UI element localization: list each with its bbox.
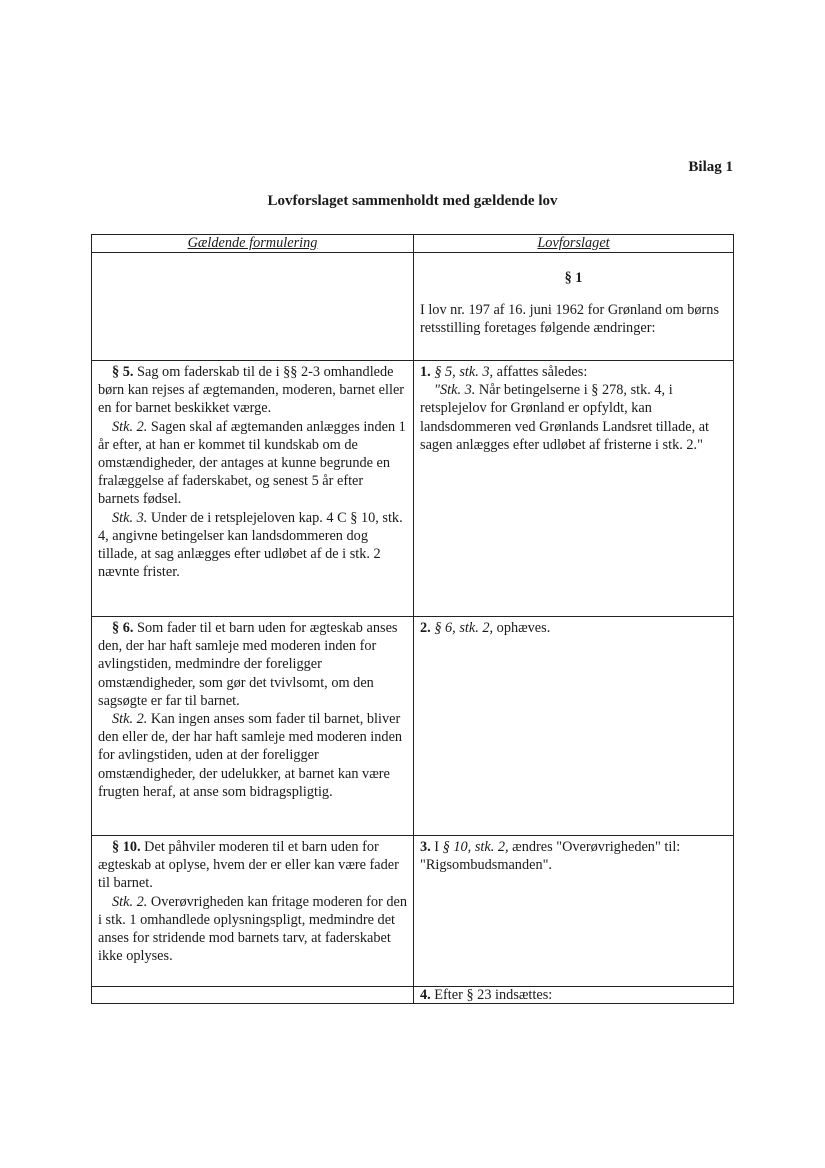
- paragraph-text: Det påhviler moderen til et barn uden for ægteskab at oplyse, hvem der er eller kan være fader til barnet.: [98, 839, 399, 892]
- stk-label: "Stk. 3.: [434, 382, 476, 399]
- paragraph-text: Overøvrigheden kan fritage moderen for den i stk. 1 omhandlede oplysningspligt, medmindre det anses for stridende mod barnets tarv, at faderskabet ikke oplyses.: [98, 893, 407, 965]
- section-ref: § 5.: [112, 364, 134, 380]
- current-paragraph: [98, 619, 407, 710]
- section-ref: § 10.: [112, 839, 141, 855]
- current-paragraph: [98, 363, 407, 418]
- proposal-paragraph: [420, 838, 727, 874]
- current-paragraph: [98, 893, 407, 966]
- proposal-cell: [414, 987, 734, 1004]
- paragraph-text: I: [430, 839, 443, 855]
- current-cell: [92, 361, 414, 617]
- section-number: § 1: [564, 270, 583, 286]
- paragraph-text: Når betingelserne i § 278, stk. 4, i retsplejelov for Grønland er opfyldt, kan landsdommeren ved Grønlands Landsret tillade, at sagen anlægges efter udløbet af fristerne i stk. 2.": [420, 382, 710, 453]
- paragraph-text: Efter § 23 indsættes:: [430, 987, 553, 1003]
- proposal-paragraph: [420, 363, 727, 381]
- paragraph-text: ændres "Overøvrigheden" til: "Rigsombudsmanden".: [420, 839, 681, 874]
- stk-label: Stk. 2.: [112, 418, 148, 435]
- current-cell-empty: [92, 987, 414, 1004]
- table-row: [92, 253, 734, 361]
- proposal-cell: [414, 836, 734, 987]
- column-header-current: Gældende formulering: [92, 235, 414, 253]
- amendment-number: 3.: [420, 839, 431, 855]
- current-cell: [92, 617, 414, 836]
- amendment-number: 2.: [420, 620, 431, 636]
- table-row: [92, 836, 734, 987]
- proposal-paragraph: [420, 987, 727, 1003]
- amendment-number: 4.: [420, 987, 431, 1003]
- amendment-number: 1.: [420, 364, 431, 380]
- table-row: [92, 617, 734, 836]
- current-paragraph: [98, 418, 407, 509]
- section-ref: § 5, stk. 3,: [434, 364, 494, 380]
- document-title: Lovforslaget sammenholdt med gældende lov: [267, 193, 558, 209]
- current-paragraph: [98, 838, 407, 893]
- table-row: [92, 987, 734, 1004]
- proposal-cell: [414, 617, 734, 836]
- proposal-cell: [414, 361, 734, 617]
- paragraph-text: affattes således:: [493, 364, 588, 380]
- column-header-proposal: Lovforslaget: [414, 235, 734, 253]
- paragraph-text: Kan ingen anses som fader til barnet, bliver den eller de, der har haft samleje med moderen inden for avlingstiden, uden at der foreligger omstændigheder, der udelukker, at barnet kan være frugten heraf, at anse som bidragspligtig.: [98, 711, 403, 800]
- proposal-paragraph: [420, 381, 727, 454]
- current-cell: [92, 836, 414, 987]
- current-cell-empty: [92, 253, 414, 361]
- current-paragraph: [98, 710, 407, 801]
- paragraph-text: Sag om faderskab til de i §§ 2-3 omhandlede børn kan rejses af ægtemanden, moderen, barnet eller en for barnet beskikket værge.: [98, 364, 405, 417]
- proposal-cell: [414, 253, 734, 361]
- current-paragraph: [98, 509, 407, 582]
- table-header-row: [92, 235, 734, 253]
- comparison-table: [91, 234, 734, 1004]
- amendment-intro: I lov nr. 197 af 16. juni 1962 for Grønland om børns retsstilling foretages følgende ændringer:: [420, 302, 720, 337]
- proposal-paragraph: [420, 619, 727, 637]
- paragraph-text: ophæves.: [493, 620, 551, 636]
- stk-label: Stk. 2.: [112, 893, 148, 910]
- section-ref: § 10, stk. 2,: [442, 839, 509, 855]
- paragraph-text: Under de i retsplejeloven kap. 4 C § 10, stk. 4, angivne betingelser kan landsdommeren dog tillade, at sag anlægges efter udløbet af de i stk. 2 nævnte frister.: [98, 509, 403, 581]
- table-row: [92, 361, 734, 617]
- annex-label: Bilag 1: [688, 159, 733, 175]
- section-ref: § 6.: [112, 620, 134, 636]
- stk-label: Stk. 2.: [112, 711, 148, 728]
- section-ref: § 6, stk. 2,: [434, 620, 494, 636]
- paragraph-text: Sagen skal af ægtemanden anlægges inden 1 år efter, at han er kommet til kundskab om de omstændigheder, der antages at kunne begrunde en fralæggelse af faderskabet, og senest 5 år efter barnets fødsel.: [98, 418, 406, 508]
- stk-label: Stk. 3.: [112, 509, 148, 526]
- paragraph-text: Som fader til et barn uden for ægteskab anses den, der har haft samleje med moderen inden for avlingstiden, medmindre der foreligger omstændigheder, som gør det tvivlsomt, om den sagsøgte er far til barnet.: [98, 620, 398, 709]
